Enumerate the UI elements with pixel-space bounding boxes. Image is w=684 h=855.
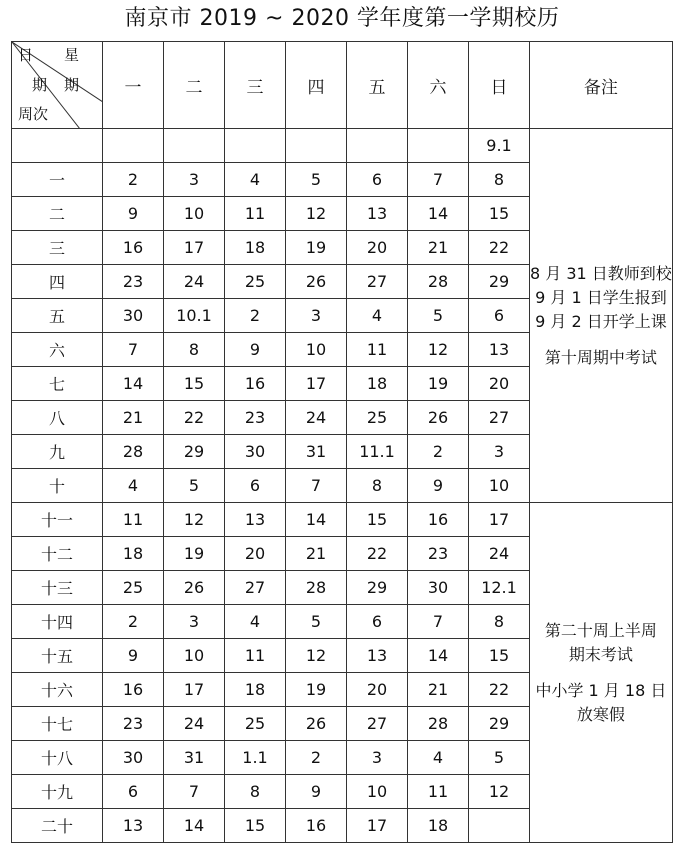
date-cell: 14 [164, 809, 225, 843]
week-number-cell: 二 [12, 197, 103, 231]
date-cell: 22 [469, 231, 530, 265]
date-cell: 6 [103, 775, 164, 809]
date-cell: 16 [103, 231, 164, 265]
date-cell: 18 [225, 673, 286, 707]
date-cell: 4 [103, 469, 164, 503]
date-cell: 27 [225, 571, 286, 605]
date-cell: 19 [408, 367, 469, 401]
date-cell: 21 [286, 537, 347, 571]
date-cell: 6 [347, 605, 408, 639]
date-cell: 15 [469, 639, 530, 673]
date-cell: 10.1 [164, 299, 225, 333]
date-cell: 5 [164, 469, 225, 503]
date-cell: 20 [347, 673, 408, 707]
date-cell: 2 [286, 741, 347, 775]
date-cell: 4 [408, 741, 469, 775]
date-cell: 11 [225, 197, 286, 231]
day-header-wed: 三 [225, 42, 286, 129]
week-number-cell: 四 [12, 265, 103, 299]
date-cell: 25 [347, 401, 408, 435]
week-row [12, 129, 673, 163]
date-cell: 7 [164, 775, 225, 809]
note-line: 放寒假 [576, 704, 625, 724]
date-cell: 14 [408, 639, 469, 673]
date-cell: 13 [469, 333, 530, 367]
note-line: 中小学 1 月 18 日 [535, 680, 667, 700]
date-cell: 15 [469, 197, 530, 231]
date-cell: 18 [347, 367, 408, 401]
date-cell: 6 [347, 163, 408, 197]
date-cell: 12 [164, 503, 225, 537]
date-cell: 30 [103, 299, 164, 333]
date-cell: 11 [408, 775, 469, 809]
date-cell [408, 129, 469, 163]
day-header-sat: 六 [408, 42, 469, 129]
date-cell: 29 [469, 707, 530, 741]
date-cell: 15 [347, 503, 408, 537]
date-cell: 7 [408, 163, 469, 197]
day-header-sun: 日 [469, 42, 530, 129]
date-cell: 21 [408, 231, 469, 265]
week-number-cell: 十四 [12, 605, 103, 639]
date-cell: 22 [469, 673, 530, 707]
notes-header: 备注 [530, 42, 673, 129]
date-cell: 12 [286, 197, 347, 231]
date-cell: 3 [347, 741, 408, 775]
date-cell: 11 [347, 333, 408, 367]
date-cell: 16 [103, 673, 164, 707]
date-cell [164, 129, 225, 163]
date-cell: 5 [286, 163, 347, 197]
notes-second-half [530, 503, 673, 843]
date-cell [286, 129, 347, 163]
date-cell: 29 [347, 571, 408, 605]
date-cell: 30 [225, 435, 286, 469]
date-cell: 18 [225, 231, 286, 265]
date-cell: 2 [103, 163, 164, 197]
date-cell: 28 [103, 435, 164, 469]
week-number-cell: 七 [12, 367, 103, 401]
date-cell: 23 [225, 401, 286, 435]
corner-label-qi-2: 期 [64, 76, 80, 94]
date-cell: 5 [286, 605, 347, 639]
date-cell: 8 [225, 775, 286, 809]
date-cell: 14 [408, 197, 469, 231]
date-cell: 10 [286, 333, 347, 367]
day-header-thu: 四 [286, 42, 347, 129]
date-cell: 16 [225, 367, 286, 401]
date-cell: 31 [164, 741, 225, 775]
date-cell: 12 [469, 775, 530, 809]
week-number-cell: 十七 [12, 707, 103, 741]
date-cell: 13 [347, 639, 408, 673]
date-cell: 23 [103, 707, 164, 741]
date-cell: 29 [164, 435, 225, 469]
date-cell: 16 [286, 809, 347, 843]
date-cell [225, 129, 286, 163]
week-number-cell: 一 [12, 163, 103, 197]
date-cell: 10 [347, 775, 408, 809]
date-cell: 3 [469, 435, 530, 469]
date-cell [103, 129, 164, 163]
notes-first-half [530, 129, 673, 503]
date-cell: 3 [164, 163, 225, 197]
date-cell: 20 [469, 367, 530, 401]
date-cell: 4 [225, 605, 286, 639]
date-cell: 10 [469, 469, 530, 503]
week-number-cell: 二十 [12, 809, 103, 843]
date-cell: 23 [408, 537, 469, 571]
date-cell: 12 [286, 639, 347, 673]
date-cell: 24 [164, 265, 225, 299]
date-cell: 9 [408, 469, 469, 503]
date-cell: 13 [225, 503, 286, 537]
corner-label-xing: 星 [64, 46, 80, 64]
week-number-cell: 十八 [12, 741, 103, 775]
date-cell: 16 [408, 503, 469, 537]
date-cell: 15 [164, 367, 225, 401]
page-title: 南京市 2019 ~ 2020 学年度第一学期校历 [124, 6, 560, 31]
date-cell: 17 [347, 809, 408, 843]
date-cell: 10 [164, 639, 225, 673]
date-cell: 9 [103, 639, 164, 673]
date-cell: 4 [225, 163, 286, 197]
date-cell [347, 129, 408, 163]
date-cell: 17 [164, 231, 225, 265]
date-cell: 18 [103, 537, 164, 571]
week-number-cell: 九 [12, 435, 103, 469]
date-cell: 7 [286, 469, 347, 503]
date-cell: 20 [225, 537, 286, 571]
date-cell: 4 [347, 299, 408, 333]
header-row [12, 42, 673, 129]
corner-label-zhouci: 周次 [18, 105, 49, 123]
date-cell: 18 [408, 809, 469, 843]
date-cell: 14 [103, 367, 164, 401]
date-cell: 2 [103, 605, 164, 639]
date-cell: 8 [469, 163, 530, 197]
date-cell: 26 [164, 571, 225, 605]
date-cell: 19 [164, 537, 225, 571]
note-spacer [530, 667, 672, 679]
week-number-cell: 六 [12, 333, 103, 367]
date-cell: 8 [347, 469, 408, 503]
date-cell: 9 [225, 333, 286, 367]
date-cell: 25 [225, 707, 286, 741]
date-cell: 27 [469, 401, 530, 435]
corner-header-cell [12, 42, 103, 129]
note-spacer [530, 334, 672, 346]
date-cell: 17 [164, 673, 225, 707]
date-cell: 9 [103, 197, 164, 231]
date-cell: 19 [286, 231, 347, 265]
date-cell: 11 [103, 503, 164, 537]
date-cell: 26 [286, 707, 347, 741]
week-number-cell [12, 129, 103, 163]
date-cell: 20 [347, 231, 408, 265]
note-line: 第十周期中考试 [544, 347, 657, 367]
date-cell: 15 [225, 809, 286, 843]
week-number-cell: 十二 [12, 537, 103, 571]
week-number-cell: 八 [12, 401, 103, 435]
note-line: 9 月 1 日学生报到 [535, 287, 667, 307]
date-cell: 7 [103, 333, 164, 367]
date-cell: 22 [347, 537, 408, 571]
date-cell: 13 [103, 809, 164, 843]
date-cell: 27 [347, 265, 408, 299]
school-calendar-table [11, 41, 673, 843]
date-cell: 1.1 [225, 741, 286, 775]
date-cell: 17 [469, 503, 530, 537]
week-number-cell: 十三 [12, 571, 103, 605]
date-cell: 23 [103, 265, 164, 299]
date-cell: 12.1 [469, 571, 530, 605]
week-number-cell: 三 [12, 231, 103, 265]
week-number-cell: 十五 [12, 639, 103, 673]
date-cell: 2 [225, 299, 286, 333]
date-cell: 6 [469, 299, 530, 333]
corner-label-qi-1: 期 [32, 76, 48, 94]
date-cell: 21 [103, 401, 164, 435]
week-number-cell: 十 [12, 469, 103, 503]
day-header-tue: 二 [164, 42, 225, 129]
date-cell: 19 [286, 673, 347, 707]
date-cell: 6 [225, 469, 286, 503]
date-cell: 8 [164, 333, 225, 367]
date-cell: 22 [164, 401, 225, 435]
date-cell: 5 [469, 741, 530, 775]
week-number-cell: 十六 [12, 673, 103, 707]
date-cell [469, 809, 530, 843]
date-cell: 30 [408, 571, 469, 605]
date-cell: 9.1 [469, 129, 530, 163]
note-line: 9 月 2 日开学上课 [535, 311, 667, 331]
week-number-cell: 十一 [12, 503, 103, 537]
date-cell: 31 [286, 435, 347, 469]
date-cell: 3 [164, 605, 225, 639]
week-number-cell: 五 [12, 299, 103, 333]
date-cell: 2 [408, 435, 469, 469]
date-cell: 24 [286, 401, 347, 435]
date-cell: 30 [103, 741, 164, 775]
date-cell: 27 [347, 707, 408, 741]
date-cell: 12 [408, 333, 469, 367]
date-cell: 26 [408, 401, 469, 435]
date-cell: 13 [347, 197, 408, 231]
date-cell: 17 [286, 367, 347, 401]
date-cell: 25 [103, 571, 164, 605]
date-cell: 14 [286, 503, 347, 537]
note-line: 期末考试 [568, 644, 633, 664]
date-cell: 3 [286, 299, 347, 333]
date-cell: 5 [408, 299, 469, 333]
date-cell: 11 [225, 639, 286, 673]
date-cell: 24 [469, 537, 530, 571]
date-cell: 10 [164, 197, 225, 231]
date-cell: 24 [164, 707, 225, 741]
day-header-fri: 五 [347, 42, 408, 129]
date-cell: 29 [469, 265, 530, 299]
date-cell: 9 [286, 775, 347, 809]
corner-label-ri: 日 [18, 46, 34, 64]
date-cell: 25 [225, 265, 286, 299]
date-cell: 28 [408, 265, 469, 299]
note-line: 8 月 31 日教师到校 [530, 263, 672, 283]
date-cell: 28 [408, 707, 469, 741]
date-cell: 11.1 [347, 435, 408, 469]
day-header-mon: 一 [103, 42, 164, 129]
date-cell: 28 [286, 571, 347, 605]
note-line: 第二十周上半周 [544, 620, 657, 640]
week-row [12, 503, 673, 537]
date-cell: 21 [408, 673, 469, 707]
date-cell: 8 [469, 605, 530, 639]
date-cell: 7 [408, 605, 469, 639]
week-number-cell: 十九 [12, 775, 103, 809]
date-cell: 26 [286, 265, 347, 299]
